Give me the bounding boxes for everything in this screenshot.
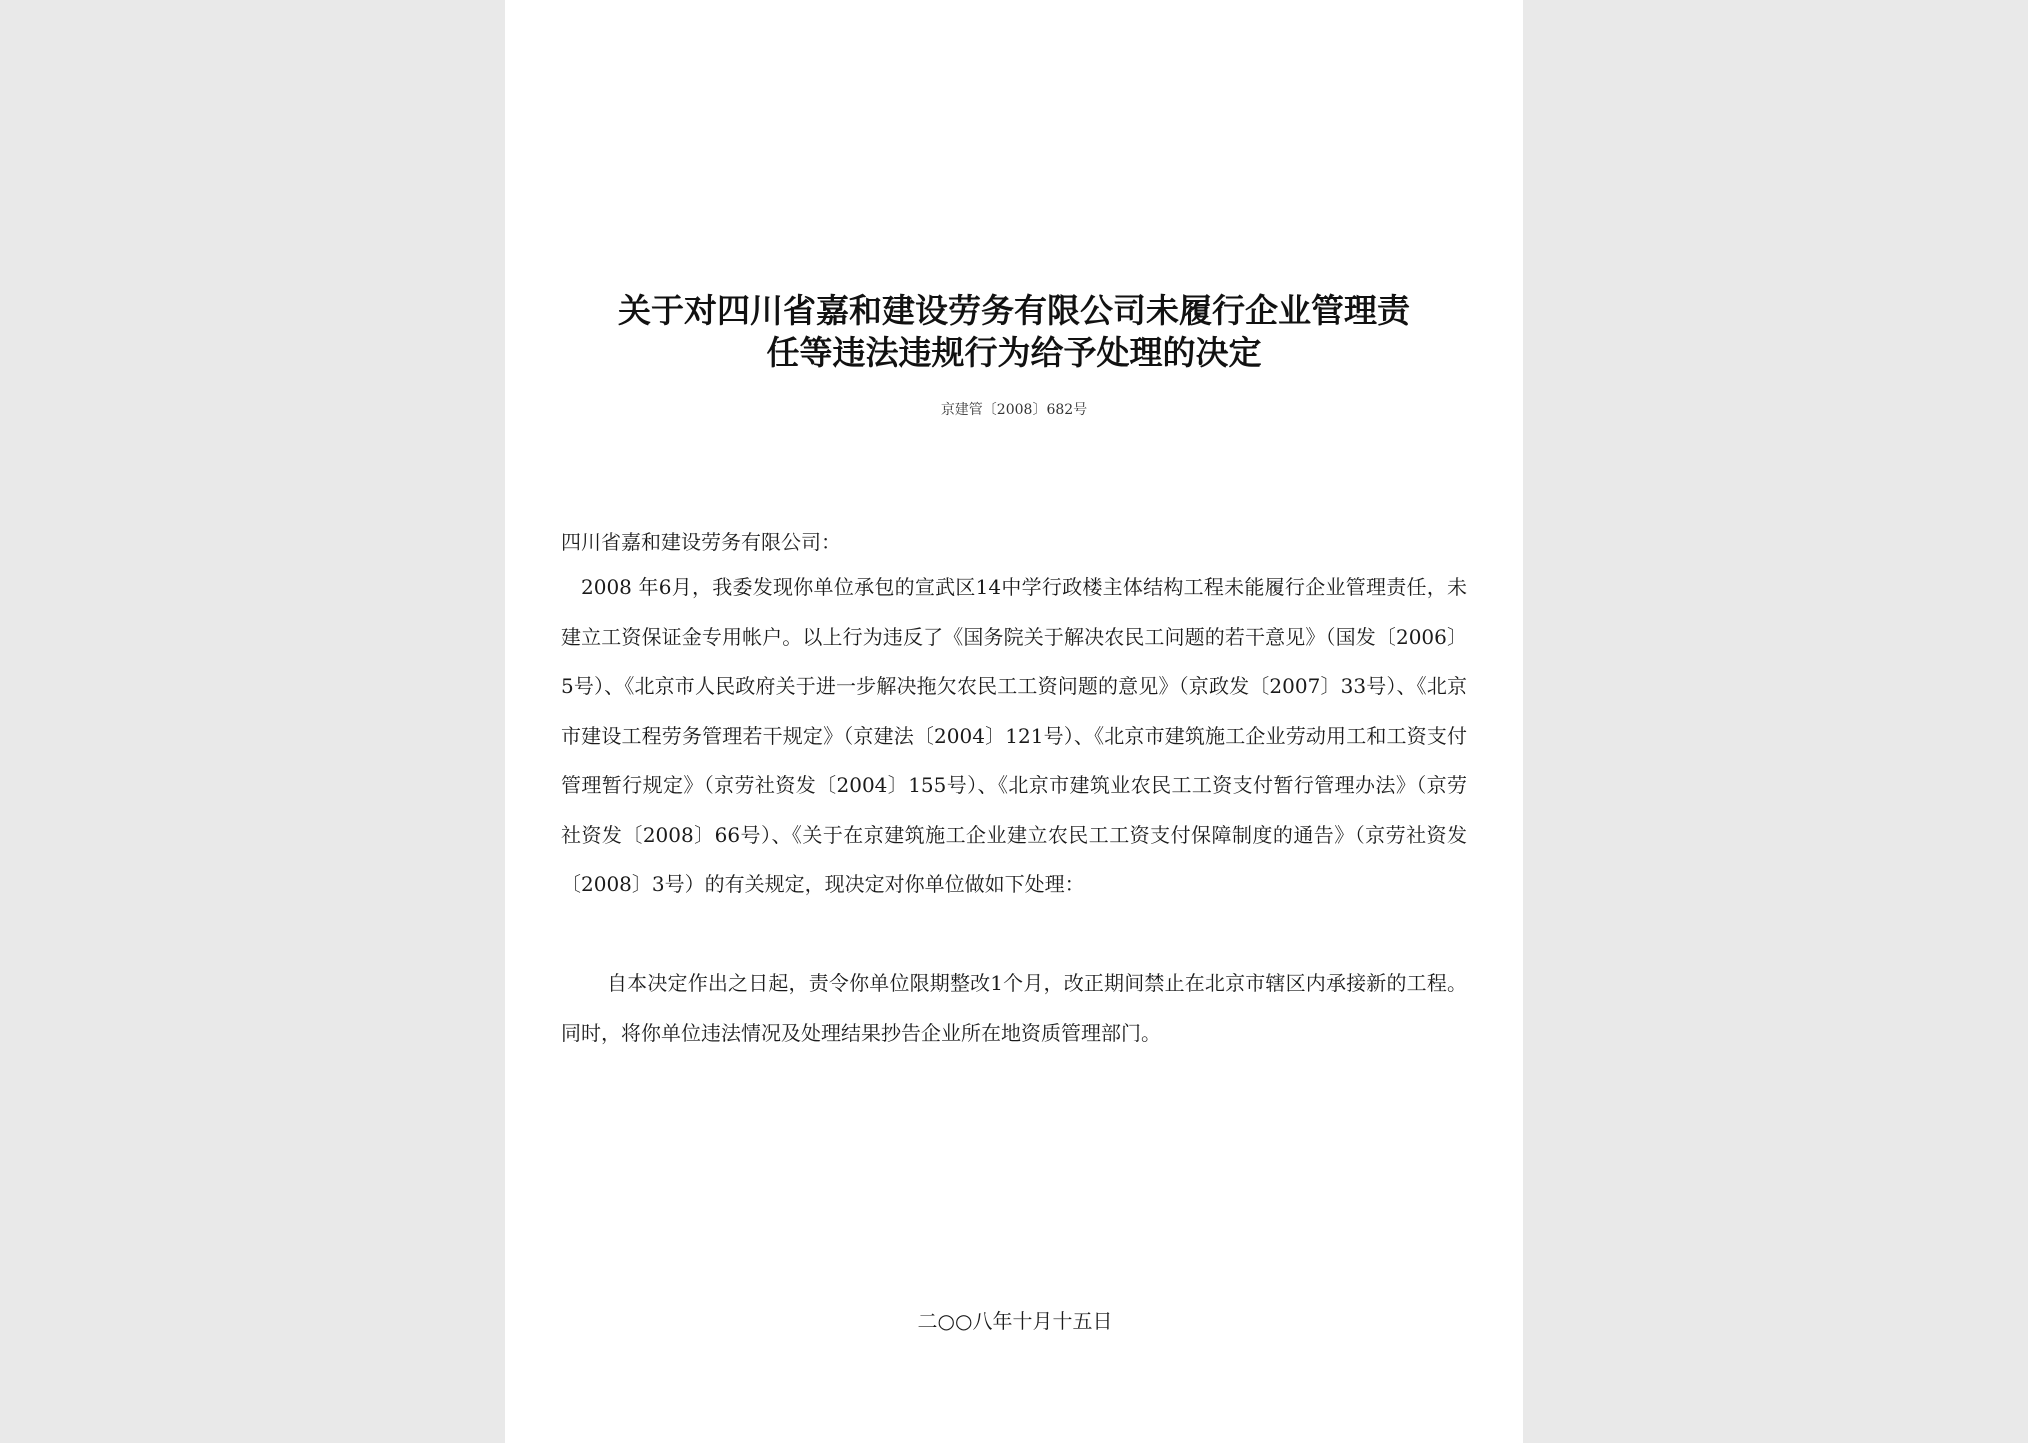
document-page — [505, 0, 1523, 1443]
body-paragraph-1: 2008 年6月，我委发现你单位承包的宣武区14中学行政楼主体结构工程未能履行企业管理责任，未建立工资保证金专用帐户。以上行为违反了《国务院关于解决农民工问题的若干意见》（国发〔2006〕5号）、《北京市人民政府关于进一步解决拖欠农民工工资问题的意见》（京政发〔2007〕33号）、《北京市建设工程劳务管理若干规定》（京建法〔2004〕121号）、《北京市建筑施工企业劳动用工和工资支付管理暂行规定》（京劳社资发〔2004〕155号）、《北京市建筑业农民工工资支付暂行管理办法》（京劳社资发〔2008〕66号）、《关于在京建筑施工企业建立农民工工资支付保障制度的通告》（京劳社资发〔2008〕3号）的有关规定，现决定对你单位做如下处理： — [561, 575, 1467, 896]
document-date: 二○○八年十月十五日 — [917, 1309, 1113, 1333]
title-line-1: 关于对四川省嘉和建设劳务有限公司未履行企业管理责 — [618, 291, 1410, 330]
body-paragraph-2: 自本决定作出之日起，责令你单位限期整改1个月，改正期间禁止在北京市辖区内承接新的工程。同时，将你单位违法情况及处理结果抄告企业所在地资质管理部门。 — [561, 971, 1467, 1045]
document-title — [505, 290, 1523, 374]
document-number: 京建管〔2008〕682号 — [940, 402, 1088, 418]
title-line-2: 任等违法违规行为给予处理的决定 — [766, 333, 1262, 372]
salutation: 四川省嘉和建设劳务有限公司： — [561, 530, 841, 554]
